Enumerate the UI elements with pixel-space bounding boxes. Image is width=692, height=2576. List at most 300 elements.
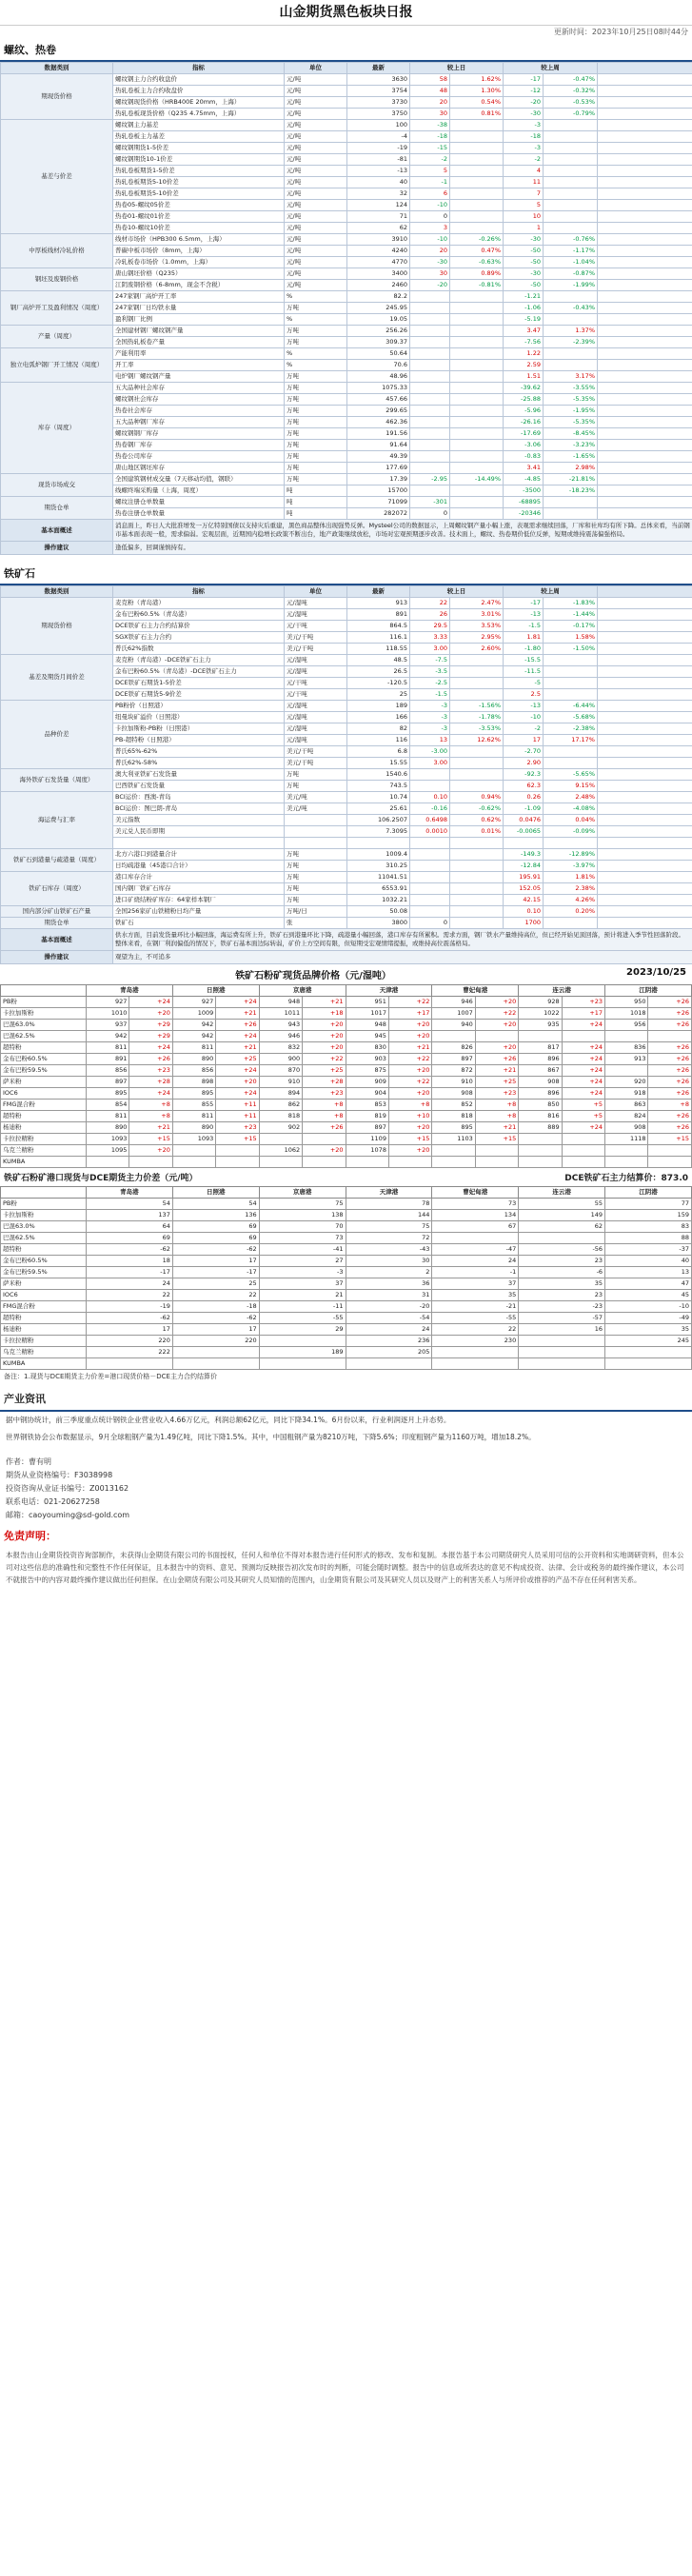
day-pct-cell: -3.53% [450, 723, 504, 735]
category-cell: 现货市场成交 [1, 474, 113, 497]
indicator-cell: 螺纹钢期货10-1价差 [113, 154, 285, 166]
port-header: 青岛港 [87, 1187, 173, 1199]
header-cell: 数据类别 [1, 586, 113, 598]
week-change-cell: -11.5 [504, 666, 544, 678]
port-basis-table [0, 1186, 692, 1370]
day-pct-cell [450, 689, 504, 701]
value-cell: 70 [259, 1221, 346, 1233]
day-pct-cell [450, 451, 504, 463]
unit-cell: 元/吨 [285, 200, 347, 211]
week-change-cell: 42.15 [504, 895, 544, 906]
latest-cell: 299.65 [347, 406, 410, 417]
value-cell: 836 [605, 1042, 648, 1054]
value-cell: +21 [388, 1042, 431, 1054]
week-change-cell: -20 [504, 97, 544, 109]
week-change-cell: -149.3 [504, 849, 544, 861]
table-row [1, 234, 692, 246]
value-cell: +25 [475, 1077, 518, 1088]
value-cell: +26 [648, 1077, 692, 1088]
indicator-cell: 热卷钢厂库存 [113, 440, 285, 451]
latest-cell: 3800 [347, 918, 410, 929]
day-pct-cell [450, 678, 504, 689]
day-pct-cell: 2.47% [450, 598, 504, 609]
value-cell [605, 1065, 648, 1077]
unit-cell: 元/吨 [285, 120, 347, 131]
spacer-cell [598, 326, 692, 337]
value-cell: +22 [475, 1008, 518, 1020]
value-cell: 55 [519, 1199, 605, 1210]
week-pct-cell [544, 120, 598, 131]
value-cell: -20 [346, 1301, 432, 1313]
week-pct-cell: -0.43% [544, 303, 598, 314]
week-pct-cell [544, 746, 598, 758]
ore-name-cell: FMG混合粉 [1, 1301, 87, 1313]
port-header: 天津港 [346, 1187, 432, 1199]
day-change-cell: 58 [410, 74, 450, 86]
value-cell: 24 [346, 1324, 432, 1336]
value-cell: 903 [346, 1054, 388, 1065]
ore-name-cell: 杨迪粉 [1, 1122, 87, 1134]
unit-cell: 元/湿吨 [285, 609, 347, 621]
value-cell: 1095 [87, 1145, 129, 1157]
value-cell [172, 1347, 259, 1358]
spacer-cell [598, 861, 692, 872]
value-cell: 862 [259, 1100, 302, 1111]
value-cell: 236 [346, 1336, 432, 1347]
day-pct-cell: 0.89% [450, 268, 504, 280]
value-cell: 927 [87, 997, 129, 1008]
qualification: 期货从业资格编号：F3038998 [6, 1471, 113, 1479]
unit-cell: 元/湿吨 [285, 701, 347, 712]
table-row [1, 1042, 692, 1054]
day-change-cell [410, 417, 450, 428]
unit-cell: 元/吨 [285, 268, 347, 280]
week-pct-cell: -5.65% [544, 769, 598, 781]
indicator-cell: 普氏62%-58% [113, 758, 285, 769]
value-cell: +21 [475, 1122, 518, 1134]
category-cell: 基差及期货月间价差 [1, 655, 113, 701]
day-change-cell: -7.5 [410, 655, 450, 666]
week-pct-cell [544, 666, 598, 678]
value-cell [648, 1157, 692, 1168]
week-pct-cell [544, 314, 598, 326]
spacer-cell [598, 746, 692, 758]
spacer-cell [598, 918, 692, 929]
disclaimer-title: 免责声明： [4, 1530, 56, 1542]
ore-name-cell: PB粉 [1, 1199, 87, 1210]
value-cell [259, 1134, 302, 1145]
day-pct-cell [450, 383, 504, 394]
spacer-cell [598, 872, 692, 883]
note-row [1, 929, 692, 951]
note-text: 观望为主，不可追多 [113, 951, 692, 964]
unit-cell: 美元/干吨 [285, 644, 347, 655]
unit-cell [285, 815, 347, 826]
table-row [1, 1221, 692, 1233]
week-change-cell: 1 [504, 223, 544, 234]
table-row [1, 997, 692, 1008]
header-cell [598, 63, 692, 74]
value-cell [303, 1134, 346, 1145]
header-cell: 指标 [113, 63, 285, 74]
value-cell: 25 [172, 1278, 259, 1290]
day-change-cell: 22 [410, 598, 450, 609]
week-change-cell: -92.3 [504, 769, 544, 781]
day-change-cell [410, 291, 450, 303]
category-cell: 海外铁矿石发货量（周度） [1, 769, 113, 792]
value-cell: 62 [519, 1221, 605, 1233]
latest-cell: 3730 [347, 97, 410, 109]
spacer-cell [598, 223, 692, 234]
day-pct-cell [450, 360, 504, 371]
unit-cell: 元/吨 [285, 223, 347, 234]
value-cell [172, 1358, 259, 1370]
week-pct-cell: -12.89% [544, 849, 598, 861]
note-row [1, 520, 692, 542]
unit-cell: 元/湿吨 [285, 735, 347, 746]
value-cell [432, 1347, 519, 1358]
value-cell: +24 [562, 1054, 604, 1065]
ore-name-cell: IOC6 [1, 1088, 87, 1100]
note-text: 逢低偏多，回调谨慎持有。 [113, 542, 692, 555]
value-cell: -17 [172, 1267, 259, 1278]
latest-cell: 116.1 [347, 632, 410, 644]
value-cell: 816 [519, 1111, 562, 1122]
week-pct-cell: -5.68% [544, 712, 598, 723]
unit-cell: 元/湿吨 [285, 712, 347, 723]
unit-cell: 万吨 [285, 440, 347, 451]
value-cell: +15 [216, 1134, 259, 1145]
latest-cell: 913 [347, 598, 410, 609]
ore-name-cell: 萨米粉 [1, 1278, 87, 1290]
day-change-cell: -3 [410, 712, 450, 723]
value-cell: 222 [87, 1347, 173, 1358]
value-cell [87, 1157, 129, 1168]
value-cell: 900 [259, 1054, 302, 1065]
latest-cell: 1009.4 [347, 849, 410, 861]
category-cell: 铁矿石到港量与疏港量（周度） [1, 849, 113, 872]
latest-cell: 116 [347, 735, 410, 746]
value-cell: +26 [129, 1054, 172, 1065]
value-cell: +20 [388, 1088, 431, 1100]
value-cell: 918 [605, 1088, 648, 1100]
spacer-cell [598, 314, 692, 326]
latest-cell: 70.6 [347, 360, 410, 371]
value-cell: 830 [346, 1042, 388, 1054]
spacer-cell [598, 86, 692, 97]
value-cell: 940 [432, 1020, 475, 1031]
value-cell: 73 [259, 1233, 346, 1244]
week-pct-cell: -1.65% [544, 451, 598, 463]
value-cell: 16 [519, 1324, 605, 1336]
latest-cell: -19 [347, 143, 410, 154]
unit-cell: 元/湿吨 [285, 655, 347, 666]
week-pct-cell: -1.44% [544, 609, 598, 621]
latest-cell: 40 [347, 177, 410, 188]
week-change-cell: -0.0065 [504, 826, 544, 838]
value-cell [432, 1358, 519, 1370]
day-change-cell [410, 883, 450, 895]
value-cell: 69 [87, 1233, 173, 1244]
week-pct-cell: 4.26% [544, 895, 598, 906]
value-cell: 21 [259, 1290, 346, 1301]
day-change-cell: -15 [410, 143, 450, 154]
day-pct-cell [450, 918, 504, 929]
unit-cell: 美元/干吨 [285, 758, 347, 769]
table-row [1, 598, 692, 609]
value-cell: 856 [172, 1065, 215, 1077]
week-change-cell: -10 [504, 712, 544, 723]
week-pct-cell: -8.45% [544, 428, 598, 440]
indicator-cell: 热轧卷板期货5-10价差 [113, 188, 285, 200]
day-pct-cell [450, 143, 504, 154]
value-cell: +24 [129, 1088, 172, 1100]
value-cell: 895 [87, 1088, 129, 1100]
latest-cell: 118.55 [347, 644, 410, 655]
unit-cell: 元/吨 [285, 211, 347, 223]
week-change-cell: -3 [504, 120, 544, 131]
indicator-cell: 麦克粉（青岛港） [113, 598, 285, 609]
latest-cell: 462.36 [347, 417, 410, 428]
day-pct-cell [450, 838, 504, 849]
unit-cell: 万吨 [285, 383, 347, 394]
day-change-cell [410, 861, 450, 872]
latest-cell: 49.39 [347, 451, 410, 463]
table-row [1, 769, 692, 781]
table-row [1, 1210, 692, 1221]
ore-name-cell: 巴混62.5% [1, 1031, 87, 1042]
table-row [1, 792, 692, 803]
header-cell: 较上日 [410, 586, 504, 598]
value-cell: +20 [388, 1031, 431, 1042]
ore-name-cell: IOC6 [1, 1290, 87, 1301]
value-cell [216, 1145, 259, 1157]
day-pct-cell: 0.81% [450, 109, 504, 120]
table-row [1, 1077, 692, 1088]
value-cell: +8 [648, 1100, 692, 1111]
day-change-cell [410, 440, 450, 451]
spacer-cell [598, 97, 692, 109]
value-cell: -47 [432, 1244, 519, 1256]
spacer-cell [598, 383, 692, 394]
unit-cell: % [285, 360, 347, 371]
value-cell: 1009 [172, 1008, 215, 1020]
value-cell: +26 [475, 1054, 518, 1065]
week-change-cell: -26.16 [504, 417, 544, 428]
value-cell: 37 [432, 1278, 519, 1290]
value-cell: 54 [172, 1199, 259, 1210]
value-cell: 1103 [432, 1134, 475, 1145]
week-pct-cell: -0.87% [544, 268, 598, 280]
week-change-cell: -12.84 [504, 861, 544, 872]
unit-cell: 元/吨 [285, 74, 347, 86]
day-change-cell: -2.95 [410, 474, 450, 485]
value-cell: +5 [562, 1100, 604, 1111]
indicator-cell: 普氏65%-62% [113, 746, 285, 758]
spacer-cell [598, 200, 692, 211]
value-cell [432, 1157, 475, 1168]
latest-cell: 191.56 [347, 428, 410, 440]
header-cell: 指标 [113, 586, 285, 598]
value-cell: 927 [172, 997, 215, 1008]
table-row [1, 872, 692, 883]
value-cell [605, 1157, 648, 1168]
latest-cell: 11041.51 [347, 872, 410, 883]
day-pct-cell [450, 337, 504, 348]
value-cell: 908 [519, 1077, 562, 1088]
value-cell: 83 [605, 1221, 692, 1233]
spacer-cell [598, 849, 692, 861]
value-cell: +18 [303, 1008, 346, 1020]
header-cell [1, 985, 87, 997]
value-cell [259, 1358, 346, 1370]
day-change-cell [410, 394, 450, 406]
week-pct-cell: -3.23% [544, 440, 598, 451]
latest-cell: 62 [347, 223, 410, 234]
day-pct-cell: 3.53% [450, 621, 504, 632]
value-cell: -10 [605, 1301, 692, 1313]
unit-cell [285, 838, 347, 849]
week-pct-cell: -0.79% [544, 109, 598, 120]
value-cell: +29 [129, 1020, 172, 1031]
day-change-cell [410, 360, 450, 371]
week-change-cell: -13 [504, 701, 544, 712]
unit-cell: 万吨 [285, 371, 347, 383]
latest-cell: 7.3095 [347, 826, 410, 838]
spacer-cell [598, 621, 692, 632]
value-cell: 27 [259, 1256, 346, 1267]
indicator-cell: 全国建材钢厂螺纹钢产量 [113, 326, 285, 337]
value-cell: 18 [87, 1256, 173, 1267]
value-cell: 22 [432, 1324, 519, 1336]
latest-cell: 3630 [347, 74, 410, 86]
value-cell: 54 [87, 1199, 173, 1210]
indicator-cell: 热卷注册仓单数量 [113, 508, 285, 520]
week-pct-cell: -2.38% [544, 723, 598, 735]
category-cell: 产量（周度） [1, 326, 113, 348]
value-cell [432, 1233, 519, 1244]
spacer-cell [598, 666, 692, 678]
week-change-cell: -1.06 [504, 303, 544, 314]
iron-header-row [1, 586, 692, 598]
value-cell [303, 1157, 346, 1168]
table-row [1, 1134, 692, 1145]
day-change-cell: -3 [410, 701, 450, 712]
day-change-cell: 20 [410, 97, 450, 109]
indicator-cell: 电炉钢厂螺纹钢产量 [113, 371, 285, 383]
week-change-cell [504, 838, 544, 849]
value-cell: 36 [346, 1278, 432, 1290]
value-cell [519, 1134, 562, 1145]
day-change-cell [410, 838, 450, 849]
latest-cell: -13 [347, 166, 410, 177]
day-pct-cell [450, 769, 504, 781]
latest-cell: 1032.21 [347, 895, 410, 906]
indicator-cell: BCI运价：图巴朗-青岛 [113, 803, 285, 815]
value-cell: 946 [432, 997, 475, 1008]
indicator-cell: 普氏62%指数 [113, 644, 285, 655]
latest-cell: 4240 [347, 246, 410, 257]
port-header: 连云港 [519, 1187, 605, 1199]
value-cell: 811 [87, 1111, 129, 1122]
table-row [1, 348, 692, 360]
day-change-cell: -0.16 [410, 803, 450, 815]
week-change-cell: -50 [504, 246, 544, 257]
indicator-cell: 螺纹钢钢厂库存 [113, 428, 285, 440]
value-cell: 909 [346, 1077, 388, 1088]
day-change-cell [410, 895, 450, 906]
table-row [1, 1347, 692, 1358]
value-cell [562, 1157, 604, 1168]
value-cell: -55 [432, 1313, 519, 1324]
value-cell: -19 [87, 1301, 173, 1313]
table-row [1, 1031, 692, 1042]
week-pct-cell: -3.55% [544, 383, 598, 394]
port-basis-banner [0, 1168, 692, 1186]
port-header: 连云港 [519, 985, 605, 997]
value-cell [87, 1358, 173, 1370]
week-pct-cell: -1.04% [544, 257, 598, 268]
value-cell: -18 [172, 1301, 259, 1313]
advice-row [1, 951, 692, 964]
value-cell: +24 [216, 1031, 259, 1042]
value-cell: +17 [388, 1008, 431, 1020]
indicator-cell: 开工率 [113, 360, 285, 371]
port-header: 江阴港 [605, 1187, 692, 1199]
latest-cell: 3910 [347, 234, 410, 246]
value-cell: 856 [87, 1065, 129, 1077]
week-pct-cell [544, 360, 598, 371]
indicator-cell: 美元指数 [113, 815, 285, 826]
spacer-cell [598, 826, 692, 838]
ore-name-cell: 超特粉 [1, 1111, 87, 1122]
day-pct-cell [450, 348, 504, 360]
unit-cell: 万吨 [285, 303, 347, 314]
ore-name-cell: 巴混63.0% [1, 1020, 87, 1031]
value-cell: 137 [87, 1210, 173, 1221]
value-cell: 205 [346, 1347, 432, 1358]
value-cell: -54 [346, 1313, 432, 1324]
table-row [1, 1324, 692, 1336]
category-cell: 钢厂高炉开工及盈利情况（周度） [1, 291, 113, 326]
value-cell: +11 [216, 1100, 259, 1111]
value-cell: +23 [303, 1088, 346, 1100]
day-pct-cell: 1.30% [450, 86, 504, 97]
value-cell: +5 [562, 1111, 604, 1122]
day-change-cell: 0 [410, 918, 450, 929]
value-cell: +24 [129, 1042, 172, 1054]
value-cell: 220 [172, 1336, 259, 1347]
indicator-cell: 螺纹钢现货价格（HRB400E 20mm，上海） [113, 97, 285, 109]
latest-cell: 177.69 [347, 463, 410, 474]
value-cell: -57 [519, 1313, 605, 1324]
latest-cell: 25.61 [347, 803, 410, 815]
indicator-cell: 247家钢厂高炉开工率 [113, 291, 285, 303]
value-cell: 40 [605, 1256, 692, 1267]
spacer-cell [598, 234, 692, 246]
spacer-cell [598, 723, 692, 735]
latest-cell: 282072 [347, 508, 410, 520]
day-change-cell: -2 [410, 154, 450, 166]
port-header: 青岛港 [87, 985, 173, 997]
value-cell: 889 [519, 1122, 562, 1134]
indicator-cell: 热卷01-螺纹01价差 [113, 211, 285, 223]
spacer-cell [598, 120, 692, 131]
table-row [1, 1065, 692, 1077]
latest-cell: 2460 [347, 280, 410, 291]
day-change-cell: 48 [410, 86, 450, 97]
indicator-cell: 金布巴粉60.5%（青岛港）-DCE铁矿石主力 [113, 666, 285, 678]
